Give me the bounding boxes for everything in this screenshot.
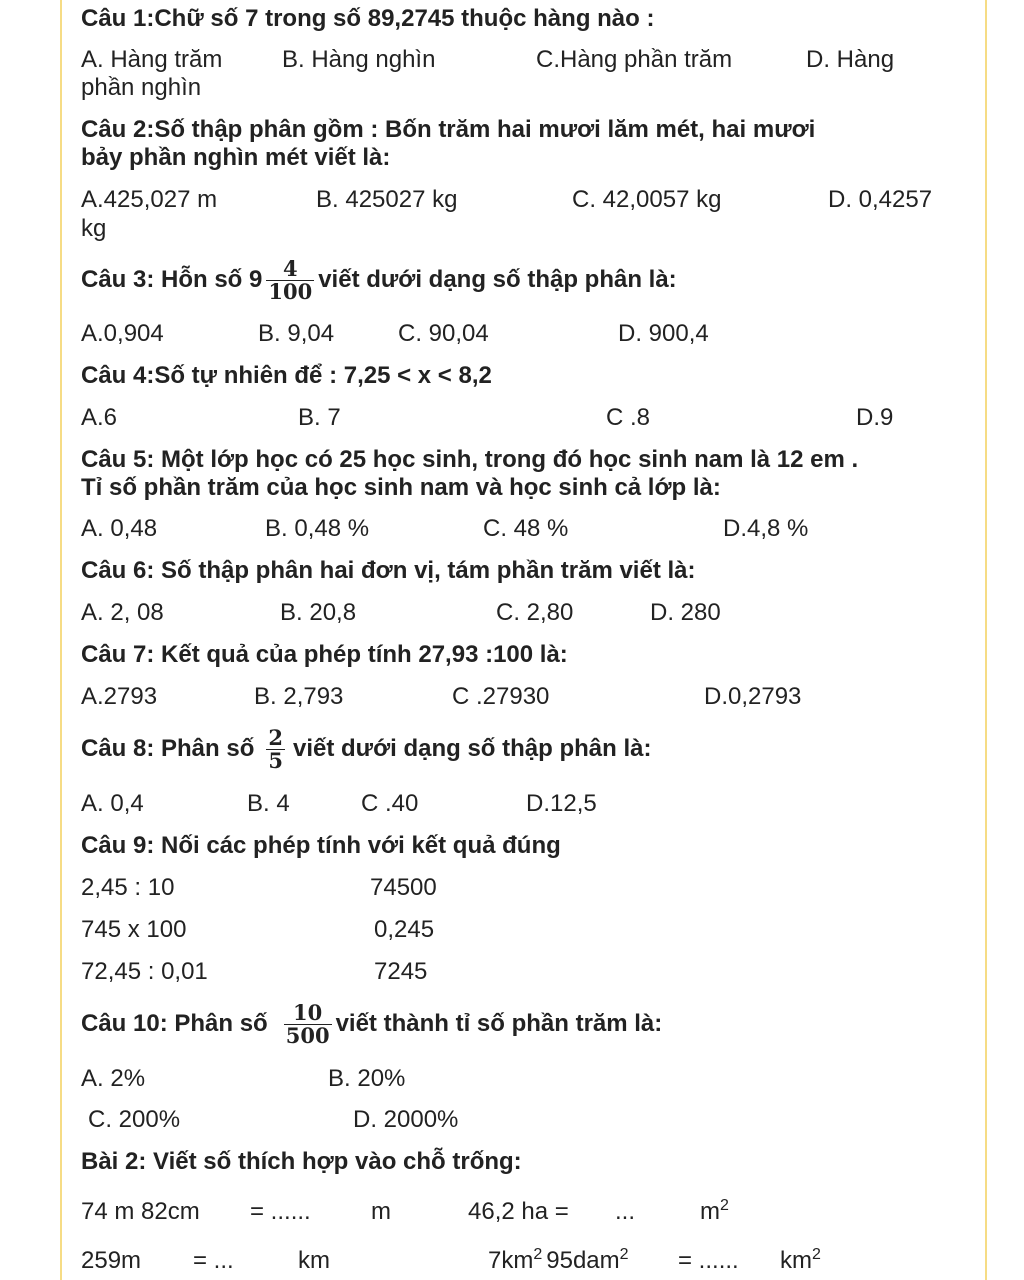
question-2-line-1: Câu 2:Số thập phân gồm : Bốn trăm hai mươi lăm mét, hai mươi: [81, 116, 816, 143]
q1-option-d: D. Hàng: [806, 46, 895, 73]
bai2-row2b-given: [488, 1247, 629, 1275]
q4-option-b: B. 7: [298, 404, 341, 431]
page-margin-line-right: [985, 0, 987, 1280]
q3-option-c: C. 90,04: [398, 320, 489, 347]
q9-expression-1: 2,45 : 10: [81, 874, 175, 901]
q3-option-b: B. 9,04: [258, 320, 335, 347]
q9-expression-2: 745 x 100: [81, 916, 187, 943]
q7-option-a: A.2793: [81, 683, 158, 710]
bai2-row2-unit: km: [298, 1247, 330, 1274]
q6-option-a: A. 2, 08: [81, 599, 164, 626]
q8-option-a: A. 0,4: [81, 790, 144, 817]
bai2-row1b-blank: ...: [615, 1198, 636, 1225]
exercise-2-title: Bài 2: Viết số thích hợp vào chỗ trống:: [81, 1148, 522, 1175]
page-margin-line-left: [60, 0, 62, 1280]
q5-option-d: D.4,8 %: [723, 515, 809, 542]
q8-fraction: [266, 727, 285, 772]
q8-option-b: B. 4: [247, 790, 290, 817]
q2-option-d-wrap: kg: [81, 215, 107, 242]
question-9: Câu 9: Nối các phép tính với kết quả đúng: [81, 832, 561, 859]
q3-option-d: D. 900,4: [618, 320, 709, 347]
q6-option-d: D. 280: [650, 599, 721, 626]
bai2-row1b-unit-base: m: [700, 1198, 720, 1225]
bai2-row1b-unit: [700, 1198, 729, 1226]
bai2-row1b-given: 46,2 ha =: [468, 1198, 569, 1225]
q7-option-c: C .27930: [452, 683, 550, 710]
question-8: [81, 722, 651, 776]
bai2-row2b-blank: = ......: [678, 1247, 739, 1274]
q2-option-b: B. 425027 kg: [316, 186, 458, 213]
question-3: [81, 253, 677, 307]
question-6: Câu 6: Số thập phân hai đơn vị, tám phần trăm viết là:: [81, 557, 696, 584]
q4-option-a: A.6: [81, 404, 118, 431]
q9-expression-3: 72,45 : 0,01: [81, 958, 208, 985]
q8-suffix: viết dưới dạng số thập phân là:: [293, 735, 652, 762]
q8-fraction-denominator: 5: [268, 748, 283, 774]
q2-option-c: C. 42,0057 kg: [572, 186, 722, 213]
q3-fraction: [266, 258, 314, 303]
question-10: [81, 997, 662, 1051]
q1-option-a: A. Hàng trăm: [81, 46, 223, 73]
question-5-line-2: Tỉ số phần trăm của học sinh nam và học sinh cả lớp là:: [81, 474, 721, 501]
q9-result-2: 0,245: [374, 916, 435, 943]
bai2-row2b-unit-base: km: [780, 1247, 812, 1274]
q4-option-d: D.9: [856, 404, 894, 431]
q8-prefix: Câu 8: Phân số: [81, 735, 255, 762]
bai2-row2b-unit: [780, 1247, 821, 1275]
q4-option-c: C .8: [606, 404, 651, 431]
q10-option-a: A. 2%: [81, 1065, 146, 1092]
q2-option-d: D. 0,4257: [828, 186, 933, 213]
q10-fraction-numerator: 10: [293, 1000, 323, 1026]
q10-fraction-denominator: 500: [285, 1023, 330, 1049]
bai2-row1-given: 74 m 82cm: [81, 1198, 200, 1225]
q9-result-1: 74500: [370, 874, 437, 901]
q10-prefix: Câu 10: Phân số: [81, 1010, 268, 1037]
bai2-row1-blank: = ......: [250, 1198, 311, 1225]
q3-fraction-denominator: 100: [268, 279, 313, 305]
bai2-row2-given: 259m: [81, 1247, 142, 1274]
bai2-row1-unit: m: [371, 1198, 391, 1225]
q10-option-d: D. 2000%: [353, 1106, 459, 1133]
q3-fraction-numerator: 4: [282, 256, 298, 282]
question-5-line-1: Câu 5: Một lớp học có 25 học sinh, trong đó học sinh nam là 12 em .: [81, 446, 859, 473]
question-2-line-2: bảy phần nghìn mét viết là:: [81, 144, 391, 171]
q6-option-b: B. 20,8: [280, 599, 357, 626]
q3-suffix: viết dưới dạng số thập phân là:: [318, 266, 677, 293]
q10-option-c: C. 200%: [88, 1106, 181, 1133]
q1-option-b: B. Hàng nghìn: [282, 46, 436, 73]
q9-result-3: 7245: [374, 958, 428, 985]
q8-option-c: C .40: [361, 790, 419, 817]
q8-option-d: D.12,5: [526, 790, 597, 817]
q5-option-b: B. 0,48 %: [265, 515, 370, 542]
bai2-row2b-dam-exponent: 2: [619, 1246, 629, 1263]
bai2-row2b-km-exponent: 2: [533, 1246, 543, 1263]
bai2-row2-blank: = ...: [193, 1247, 234, 1274]
q8-fraction-numerator: 2: [268, 725, 283, 751]
q10-option-b: B. 20%: [328, 1065, 406, 1092]
q10-suffix: viết thành tỉ số phần trăm là:: [335, 1010, 663, 1037]
q2-option-a: A.425,027 m: [81, 186, 218, 213]
question-4: Câu 4:Số tự nhiên để : 7,25 < x < 8,2: [81, 362, 492, 389]
q5-option-c: C. 48 %: [483, 515, 569, 542]
q1-option-c: C.Hàng phần trăm: [536, 46, 733, 73]
q3-option-a: A.0,904: [81, 320, 164, 347]
q7-option-b: B. 2,793: [254, 683, 344, 710]
bai2-row1b-unit-exponent: 2: [720, 1197, 729, 1214]
question-7: Câu 7: Kết quả của phép tính 27,93 :100 là:: [81, 641, 568, 668]
bai2-row2b-km: 7km: [488, 1247, 534, 1274]
q5-option-a: A. 0,48: [81, 515, 158, 542]
q3-prefix: Câu 3: Hỗn số 9: [81, 266, 263, 293]
bai2-row2b-dam: 95dam: [546, 1247, 620, 1274]
q1-option-d-wrap: phần nghìn: [81, 74, 202, 101]
question-1: Câu 1:Chữ số 7 trong số 89,2745 thuộc hàng nào :: [81, 5, 655, 32]
q7-option-d: D.0,2793: [704, 683, 802, 710]
bai2-row2b-unit-exponent: 2: [812, 1246, 821, 1263]
q10-fraction: [284, 1002, 332, 1047]
q6-option-c: C. 2,80: [496, 599, 574, 626]
